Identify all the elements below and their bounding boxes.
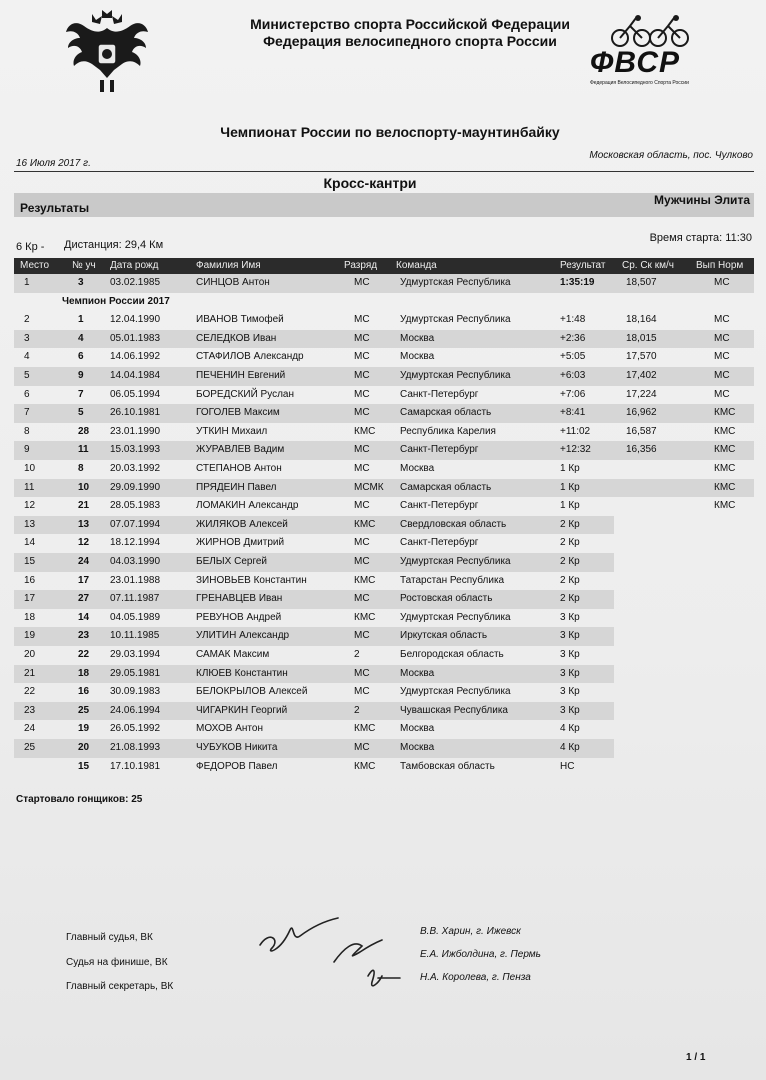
col-place-cell: 3 bbox=[24, 332, 30, 344]
col-norm-cell: МС bbox=[714, 388, 730, 400]
table-row bbox=[14, 720, 614, 739]
logo-subtext: Федерация Велосипедного Спорта России bbox=[590, 80, 689, 86]
col-rank: Разряд bbox=[344, 260, 378, 271]
col-place-cell: 7 bbox=[24, 407, 30, 419]
col-result-cell: 1 Кр bbox=[560, 463, 580, 474]
table-row bbox=[14, 683, 614, 702]
col-bib-cell: 20 bbox=[78, 742, 90, 753]
col-place-cell: 23 bbox=[24, 704, 36, 716]
col-rank-cell: МС bbox=[354, 351, 370, 363]
col-place-cell: 15 bbox=[24, 556, 36, 567]
col-norm-cell: КМС bbox=[714, 407, 736, 419]
col-rank-cell: КМС bbox=[354, 723, 376, 735]
coat-of-arms-icon bbox=[62, 8, 152, 96]
event-date: 16 Июля 2017 г. bbox=[16, 158, 91, 169]
col-dob-cell: 29.03.1994 bbox=[110, 649, 161, 660]
finish-judge-title: Судья на финише, ВК bbox=[66, 957, 168, 968]
event-location: Московская область, пос. Чулково bbox=[589, 150, 753, 161]
org-line-1: Министерство спорта Российской Федерации bbox=[250, 16, 570, 32]
col-bib-cell: 14 bbox=[78, 611, 90, 623]
col-rank-cell: КМС bbox=[354, 518, 376, 530]
col-rank-cell: МС bbox=[354, 463, 370, 474]
col-name-cell: ГОГОЛЕВ Максим bbox=[196, 407, 280, 419]
col-name-cell: ЖУРАВЛЕВ Вадим bbox=[196, 444, 285, 456]
chief-judge-name: В.В. Харин, г. Ижевск bbox=[420, 926, 521, 937]
col-dob-cell: 20.03.1992 bbox=[110, 463, 161, 474]
col-bib-cell: 6 bbox=[78, 351, 84, 363]
col-team-cell: Тамбовская область bbox=[400, 760, 495, 772]
table-row bbox=[14, 460, 754, 479]
col-name-cell: СИНЦОВ Антон bbox=[196, 277, 270, 288]
col-speed-cell: 18,015 bbox=[626, 332, 657, 344]
category-label: Мужчины Элита bbox=[654, 193, 750, 207]
col-place-cell: 9 bbox=[24, 444, 30, 456]
col-norm-cell: КМС bbox=[714, 500, 736, 512]
col-place-cell: 17 bbox=[24, 593, 36, 605]
col-result-cell: НС bbox=[560, 760, 575, 772]
col-rank-cell: МС bbox=[354, 686, 370, 698]
col-rank-cell: КМС bbox=[354, 611, 376, 623]
col-dob-cell: 04.03.1990 bbox=[110, 556, 161, 567]
col-rank-cell: МС bbox=[354, 332, 370, 344]
col-place-cell: 16 bbox=[24, 574, 36, 586]
discipline: Кросс-кантри bbox=[323, 175, 417, 191]
col-team-cell: Санкт-Петербург bbox=[400, 444, 479, 456]
col-speed-cell: 16,356 bbox=[626, 444, 657, 456]
col-name-cell: БЕЛЫХ Сергей bbox=[196, 556, 268, 567]
col-team-cell: Республика Карелия bbox=[400, 425, 496, 437]
col-team-cell: Москва bbox=[400, 463, 435, 474]
col-dob-cell: 05.01.1983 bbox=[110, 332, 161, 344]
col-rank-cell: МС bbox=[354, 556, 370, 567]
col-team-cell: Удмуртская Республика bbox=[400, 370, 511, 381]
col-result-cell: +12:32 bbox=[560, 444, 591, 456]
col-team-cell: Санкт-Петербург bbox=[400, 500, 479, 512]
col-team-cell: Москва bbox=[400, 667, 435, 679]
org-line-2: Федерация велосипедного спорта России bbox=[263, 33, 557, 49]
col-place-cell: 6 bbox=[24, 388, 30, 400]
col-place-cell: 25 bbox=[24, 742, 36, 753]
col-name-cell: ГРЕНАВЦЕВ Иван bbox=[196, 593, 283, 605]
logo-text: ФВСР bbox=[590, 46, 681, 79]
col-name-cell: СЕЛЕДКОВ Иван bbox=[196, 332, 277, 344]
col-place-cell: 1 bbox=[24, 277, 30, 288]
col-speed-cell: 17,402 bbox=[626, 370, 657, 381]
table-row bbox=[14, 404, 754, 423]
col-team-cell: Удмуртская Республика bbox=[400, 556, 511, 567]
col-dob: Дата рожд bbox=[110, 260, 159, 271]
col-result-cell: 1 Кр bbox=[560, 481, 580, 493]
col-speed: Ср. Ск км/ч bbox=[622, 260, 674, 271]
chief-judge-title: Главный судья, ВК bbox=[66, 932, 153, 943]
col-rank-cell: МС bbox=[354, 444, 370, 456]
col-team-cell: Чувашская Республика bbox=[400, 704, 508, 716]
col-result-cell: 2 Кр bbox=[560, 518, 580, 530]
col-result-cell: 2 Кр bbox=[560, 593, 580, 605]
col-bib-cell: 8 bbox=[78, 463, 84, 474]
col-result-cell: 3 Кр bbox=[560, 686, 580, 698]
signatures-image bbox=[250, 900, 430, 1000]
col-norm-cell: МС bbox=[714, 351, 730, 363]
col-team-cell: Ростовская область bbox=[400, 593, 493, 605]
col-place-cell: 24 bbox=[24, 723, 36, 735]
col-name-cell: ЧИГАРКИН Георгий bbox=[196, 704, 288, 716]
col-rank-cell: МС bbox=[354, 593, 370, 605]
col-dob-cell: 07.07.1994 bbox=[110, 518, 161, 530]
col-name-cell: ПРЯДЕИН Павел bbox=[196, 481, 277, 493]
col-dob-cell: 26.05.1992 bbox=[110, 723, 161, 735]
table-row bbox=[14, 479, 754, 498]
col-name-cell: КЛЮЕВ Константин bbox=[196, 667, 288, 679]
col-result-cell: 1 Кр bbox=[560, 500, 580, 512]
col-bib-cell: 11 bbox=[78, 444, 89, 456]
col-team-cell: Иркутская область bbox=[400, 630, 488, 642]
col-result-cell: 2 Кр bbox=[560, 574, 580, 586]
col-team: Команда bbox=[396, 260, 437, 271]
col-norm-cell: МС bbox=[714, 332, 730, 344]
table-row bbox=[14, 702, 614, 721]
col-place-cell: 22 bbox=[24, 686, 36, 698]
col-team-cell: Самарская область bbox=[400, 481, 492, 493]
col-team-cell: Татарстан Республика bbox=[400, 574, 505, 586]
col-result-cell: +2:36 bbox=[560, 332, 586, 344]
chief-secretary-name: Н.А. Королева, г. Пенза bbox=[420, 972, 531, 983]
col-dob-cell: 03.02.1985 bbox=[110, 277, 161, 288]
col-place-cell: 10 bbox=[24, 463, 36, 474]
table-row bbox=[14, 739, 614, 758]
col-speed-cell: 17,570 bbox=[626, 351, 657, 363]
chief-secretary-title: Главный секретарь, ВК bbox=[66, 981, 174, 992]
col-dob-cell: 17.10.1981 bbox=[110, 760, 161, 772]
divider-1 bbox=[14, 171, 754, 172]
col-bib-cell: 21 bbox=[78, 500, 90, 512]
col-dob-cell: 18.12.1994 bbox=[110, 537, 161, 549]
col-speed-cell: 17,224 bbox=[626, 388, 657, 400]
col-result-cell: +6:03 bbox=[560, 370, 586, 381]
col-name-cell: СТАФИЛОВ Александр bbox=[196, 351, 304, 363]
col-bib-cell: 18 bbox=[78, 667, 90, 679]
col-team-cell: Москва bbox=[400, 723, 435, 735]
col-name-cell: БЕЛОКРЫЛОВ Алексей bbox=[196, 686, 308, 698]
table-row bbox=[14, 609, 614, 628]
col-place-cell: 4 bbox=[24, 351, 30, 363]
col-rank-cell: МС bbox=[354, 742, 370, 753]
col-dob-cell: 12.04.1990 bbox=[110, 314, 161, 326]
table-header bbox=[14, 258, 754, 274]
col-speed-cell: 18,164 bbox=[626, 314, 657, 326]
col-result-cell: 1:35:19 bbox=[560, 277, 595, 288]
col-team-cell: Санкт-Петербург bbox=[400, 388, 479, 400]
col-bib-cell: 19 bbox=[78, 723, 90, 735]
col-norm: Вып Норм bbox=[696, 260, 744, 271]
table-row bbox=[14, 627, 614, 646]
championship-title: Чемпионат России по велоспорту-маунтинбайку bbox=[220, 124, 560, 140]
col-result-cell: 4 Кр bbox=[560, 742, 580, 753]
col-result-cell: 3 Кр bbox=[560, 667, 580, 679]
col-team-cell: Свердловская область bbox=[400, 518, 507, 530]
col-bib-cell: 9 bbox=[78, 370, 84, 381]
col-dob-cell: 04.05.1989 bbox=[110, 611, 161, 623]
col-name: Фамилия Имя bbox=[196, 260, 261, 271]
col-rank-cell: МС bbox=[354, 537, 370, 549]
col-bib-cell: 22 bbox=[78, 649, 90, 660]
col-team-cell: Москва bbox=[400, 332, 435, 344]
col-result-cell: +8:41 bbox=[560, 407, 586, 419]
table-row bbox=[14, 553, 614, 572]
col-team-cell: Удмуртская Республика bbox=[400, 686, 511, 698]
results-label: Результаты bbox=[20, 201, 90, 215]
col-bib-cell: 24 bbox=[78, 556, 90, 567]
col-dob-cell: 10.11.1985 bbox=[110, 630, 160, 642]
table-row bbox=[14, 330, 754, 349]
table-row bbox=[14, 423, 754, 442]
col-rank-cell: КМС bbox=[354, 574, 376, 586]
col-bib-cell: 3 bbox=[78, 277, 84, 288]
col-rank-cell: 2 bbox=[354, 704, 360, 716]
col-name-cell: УЛИТИН Александр bbox=[196, 630, 290, 642]
col-team-cell: Самарская область bbox=[400, 407, 492, 419]
results-banner bbox=[14, 193, 754, 217]
col-place: Место bbox=[20, 260, 50, 271]
col-result-cell: 3 Кр bbox=[560, 611, 580, 623]
col-dob-cell: 30.09.1983 bbox=[110, 686, 161, 698]
col-bib-cell: 5 bbox=[78, 407, 84, 419]
col-result-cell: 3 Кр bbox=[560, 649, 580, 660]
col-team-cell: Удмуртская Республика bbox=[400, 277, 511, 288]
col-place-cell: 14 bbox=[24, 537, 36, 549]
col-norm-cell: КМС bbox=[714, 481, 736, 493]
col-dob-cell: 23.01.1990 bbox=[110, 425, 161, 437]
col-rank-cell: МС bbox=[354, 500, 370, 512]
col-rank-cell: МС bbox=[354, 388, 370, 400]
col-rank-cell: МС bbox=[354, 630, 370, 642]
col-rank-cell: КМС bbox=[354, 760, 376, 772]
col-dob-cell: 14.04.1984 bbox=[110, 370, 161, 381]
col-place-cell: 21 bbox=[24, 667, 36, 679]
col-rank-cell: МС bbox=[354, 407, 370, 419]
col-name-cell: РЕВУНОВ Андрей bbox=[196, 611, 282, 623]
col-name-cell: ПЕЧЕНИН Евгений bbox=[196, 370, 286, 381]
col-result: Результат bbox=[560, 260, 606, 271]
col-norm-cell: КМС bbox=[714, 463, 736, 474]
col-bib-cell: 13 bbox=[78, 518, 90, 530]
col-team-cell: Москва bbox=[400, 742, 435, 753]
col-result-cell: +11:02 bbox=[560, 425, 591, 437]
col-dob-cell: 21.08.1993 bbox=[110, 742, 161, 753]
page-number: 1 / 1 bbox=[686, 1052, 706, 1063]
col-name-cell: УТКИН Михаил bbox=[196, 425, 268, 437]
col-norm-cell: МС bbox=[714, 370, 730, 381]
table-row bbox=[14, 497, 754, 516]
col-name-cell: САМАК Максим bbox=[196, 649, 270, 660]
table-row bbox=[14, 590, 614, 609]
col-dob-cell: 26.10.1981 bbox=[110, 407, 161, 419]
col-dob-cell: 24.06.1994 bbox=[110, 704, 161, 716]
col-name-cell: ЛОМАКИН Александр bbox=[196, 500, 299, 512]
table-row bbox=[14, 367, 754, 386]
col-rank-cell: МС bbox=[354, 277, 370, 288]
finish-judge-name: Е.А. Ижболдина, г. Пермь bbox=[420, 949, 541, 960]
started-count: Стартовало гонщиков: 25 bbox=[16, 794, 143, 805]
col-name-cell: ЗИНОВЬЕВ Константин bbox=[196, 574, 307, 586]
col-rank-cell: КМС bbox=[354, 425, 376, 437]
col-result-cell: +7:06 bbox=[560, 388, 586, 400]
table-row bbox=[14, 441, 754, 460]
col-bib-cell: 10 bbox=[78, 481, 90, 493]
col-norm-cell: МС bbox=[714, 314, 730, 326]
col-bib-cell: 7 bbox=[78, 388, 84, 400]
col-name-cell: СТЕПАНОВ Антон bbox=[196, 463, 282, 474]
col-rank-cell: МС bbox=[354, 314, 370, 326]
col-bib-cell: 25 bbox=[78, 704, 90, 716]
start-time: Время старта: 11:30 bbox=[649, 232, 752, 244]
col-place-cell: 12 bbox=[24, 500, 36, 512]
col-name-cell: ЖИРНОВ Дмитрий bbox=[196, 537, 285, 549]
col-bib-cell: 28 bbox=[78, 425, 90, 437]
col-name-cell: МОХОВ Антон bbox=[196, 723, 263, 735]
col-rank-cell: МСМК bbox=[354, 481, 384, 493]
col-team-cell: Удмуртская Республика bbox=[400, 611, 511, 623]
champion-line: Чемпион России 2017 bbox=[62, 296, 170, 307]
col-dob-cell: 28.05.1983 bbox=[110, 500, 161, 512]
laps: 6 Кр - bbox=[16, 241, 45, 253]
col-name-cell: ЖИЛЯКОВ Алексей bbox=[196, 518, 288, 530]
col-bib-cell: 15 bbox=[78, 760, 90, 772]
col-dob-cell: 06.05.1994 bbox=[110, 388, 161, 400]
col-dob-cell: 29.09.1990 bbox=[110, 481, 161, 493]
col-name-cell: ИВАНОВ Тимофей bbox=[196, 314, 284, 326]
col-result-cell: 3 Кр bbox=[560, 704, 580, 716]
col-norm-cell: МС bbox=[714, 277, 730, 288]
col-bib-cell: 17 bbox=[78, 574, 90, 586]
table-row bbox=[14, 348, 754, 367]
col-team-cell: Санкт-Петербург bbox=[400, 537, 479, 549]
col-result-cell: +5:05 bbox=[560, 351, 586, 363]
table-row bbox=[14, 758, 614, 777]
col-place-cell: 18 bbox=[24, 611, 36, 623]
col-result-cell: 2 Кр bbox=[560, 556, 580, 567]
col-place-cell: 8 bbox=[24, 425, 30, 437]
col-bib: № уч bbox=[72, 260, 96, 271]
col-place-cell: 2 bbox=[24, 314, 30, 326]
col-team-cell: Удмуртская Республика bbox=[400, 314, 511, 326]
col-result-cell: 3 Кр bbox=[560, 630, 580, 642]
fvsr-logo bbox=[584, 12, 712, 94]
col-bib-cell: 1 bbox=[78, 314, 84, 326]
col-name-cell: ФЕДОРОВ Павел bbox=[196, 760, 278, 772]
col-norm-cell: КМС bbox=[714, 444, 736, 456]
col-bib-cell: 4 bbox=[78, 332, 84, 344]
col-dob-cell: 14.06.1992 bbox=[110, 351, 161, 363]
col-bib-cell: 23 bbox=[78, 630, 90, 642]
col-name-cell: ЧУБУКОВ Никита bbox=[196, 742, 278, 753]
table-row bbox=[14, 386, 754, 405]
col-rank-cell: МС bbox=[354, 667, 370, 679]
col-team-cell: Москва bbox=[400, 351, 435, 363]
col-team-cell: Белгородская область bbox=[400, 649, 504, 660]
distance: Дистанция: 29,4 Км bbox=[64, 239, 164, 251]
col-speed-cell: 18,507 bbox=[626, 277, 657, 288]
col-place-cell: 20 bbox=[24, 649, 36, 660]
col-rank-cell: МС bbox=[354, 370, 370, 381]
col-dob-cell: 07.11.1987 bbox=[110, 593, 160, 605]
table-row bbox=[14, 516, 614, 535]
col-norm-cell: КМС bbox=[714, 425, 736, 437]
col-place-cell: 11 bbox=[24, 481, 35, 493]
table-row bbox=[14, 665, 614, 684]
col-rank-cell: 2 bbox=[354, 649, 360, 660]
col-result-cell: 4 Кр bbox=[560, 723, 580, 735]
col-place-cell: 19 bbox=[24, 630, 36, 642]
col-name-cell: БОРЕДСКИЙ Руслан bbox=[196, 388, 295, 400]
table-row bbox=[14, 274, 754, 293]
table-row bbox=[14, 534, 614, 553]
col-result-cell: +1:48 bbox=[560, 314, 586, 326]
col-bib-cell: 12 bbox=[78, 537, 90, 549]
col-dob-cell: 15.03.1993 bbox=[110, 444, 161, 456]
table-row bbox=[14, 572, 614, 591]
col-speed-cell: 16,587 bbox=[626, 425, 657, 437]
col-place-cell: 5 bbox=[24, 370, 30, 381]
col-dob-cell: 23.01.1988 bbox=[110, 574, 161, 586]
col-dob-cell: 29.05.1981 bbox=[110, 667, 161, 679]
table-row bbox=[14, 311, 754, 330]
table-row bbox=[14, 646, 614, 665]
col-place-cell: 13 bbox=[24, 518, 36, 530]
col-bib-cell: 27 bbox=[78, 593, 90, 605]
col-result-cell: 2 Кр bbox=[560, 537, 580, 549]
col-bib-cell: 16 bbox=[78, 686, 90, 698]
col-speed-cell: 16,962 bbox=[626, 407, 657, 419]
